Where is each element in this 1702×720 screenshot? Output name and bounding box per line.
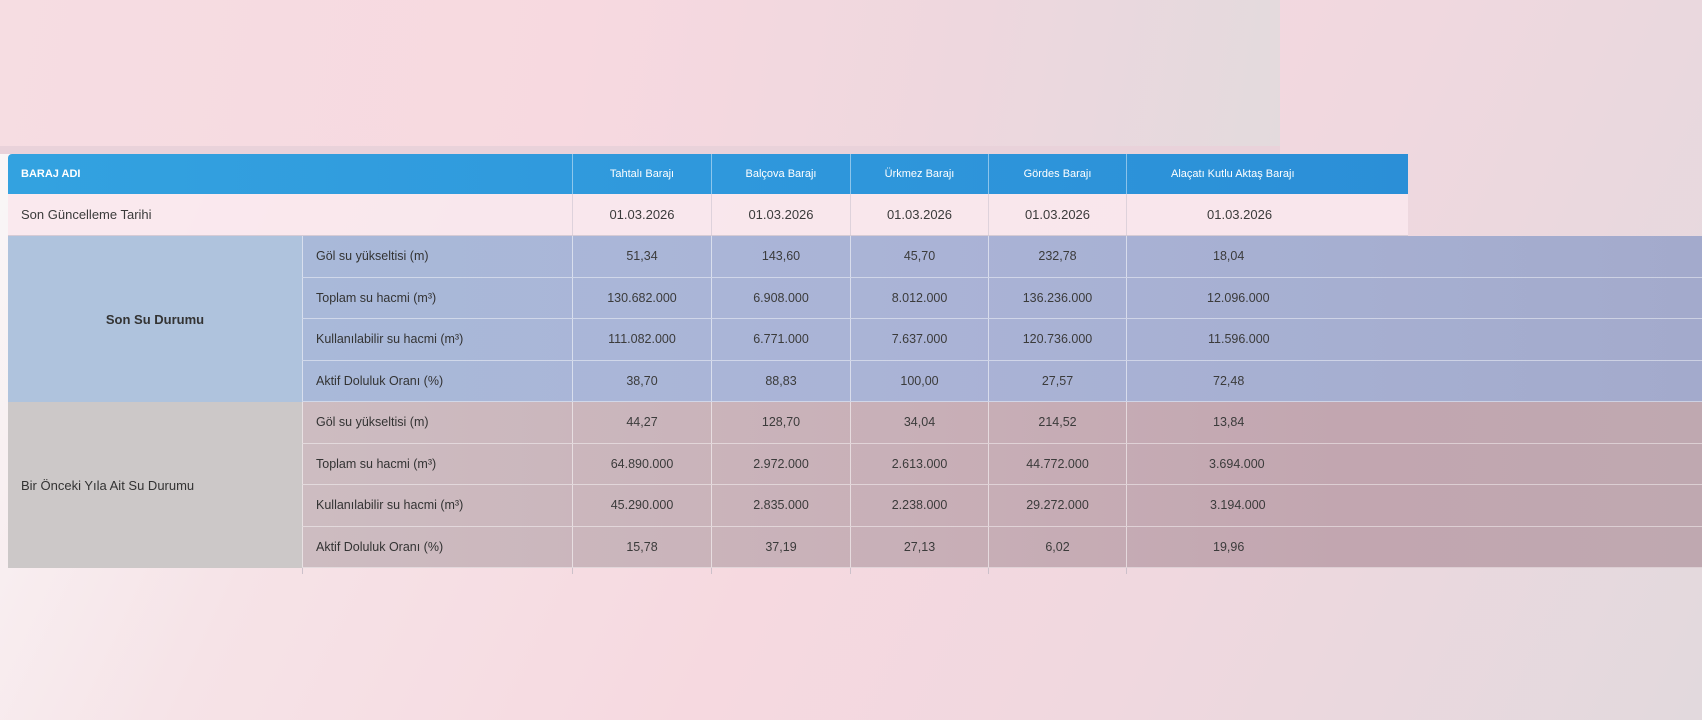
header-dam-balcova: Balçova Barajı bbox=[711, 154, 850, 194]
last-update-value: 01.03.2026 bbox=[572, 194, 711, 235]
table-row bbox=[302, 319, 1702, 361]
table-row bbox=[302, 361, 1702, 403]
cell-value: 13,84 bbox=[1126, 402, 1346, 443]
cell-value: 7.637.000 bbox=[850, 319, 988, 360]
table-row bbox=[302, 485, 1702, 527]
row-label: Kullanılabilir su hacmi (m³) bbox=[302, 319, 572, 360]
cell-value: 11.596.000 bbox=[1126, 319, 1346, 360]
cell-value: 44.772.000 bbox=[988, 444, 1126, 485]
cell-value: 3.194.000 bbox=[1126, 485, 1346, 526]
last-update-value: 01.03.2026 bbox=[850, 194, 988, 235]
table-row bbox=[302, 444, 1702, 486]
cell-value: 120.736.000 bbox=[988, 319, 1126, 360]
cell-value: 8.012.000 bbox=[850, 278, 988, 319]
cell-value: 27,13 bbox=[850, 527, 988, 568]
cell-value: 45,70 bbox=[850, 236, 988, 277]
cell-value: 18,04 bbox=[1126, 236, 1346, 277]
cell-value: 6,02 bbox=[988, 527, 1126, 568]
cell-value: 3.694.000 bbox=[1126, 444, 1346, 485]
cell-value: 37,19 bbox=[711, 527, 850, 568]
cell-value: 130.682.000 bbox=[572, 278, 711, 319]
row-label: Göl su yükseltisi (m) bbox=[302, 236, 572, 277]
header-dam-urkmez: Ürkmez Barajı bbox=[850, 154, 988, 194]
row-label: Aktif Doluluk Oranı (%) bbox=[302, 361, 572, 402]
last-update-label: Son Güncelleme Tarihi bbox=[21, 207, 152, 222]
cell-value: 64.890.000 bbox=[572, 444, 711, 485]
cell-value: 38,70 bbox=[572, 361, 711, 402]
dam-status-table bbox=[8, 154, 1295, 568]
cell-value: 51,34 bbox=[572, 236, 711, 277]
table-row bbox=[302, 278, 1702, 320]
cell-value: 232,78 bbox=[988, 236, 1126, 277]
cell-value: 111.082.000 bbox=[572, 319, 711, 360]
last-update-row bbox=[8, 194, 1408, 236]
table-row bbox=[302, 402, 1702, 444]
banner-divider bbox=[0, 146, 1280, 154]
cell-value: 27,57 bbox=[988, 361, 1126, 402]
header-dam-alacati: Alaçatı Kutlu Aktaş Barajı bbox=[1126, 154, 1346, 194]
table-row bbox=[302, 236, 1702, 278]
row-label: Toplam su hacmi (m³) bbox=[302, 444, 572, 485]
cell-value: 6.771.000 bbox=[711, 319, 850, 360]
cell-value: 19,96 bbox=[1126, 527, 1346, 568]
cell-value: 100,00 bbox=[850, 361, 988, 402]
cell-value: 15,78 bbox=[572, 527, 711, 568]
group-previous-year-status: Bir Önceki Yıla Ait Su Durumu bbox=[8, 402, 302, 568]
cell-value: 34,04 bbox=[850, 402, 988, 443]
cell-value: 2.238.000 bbox=[850, 485, 988, 526]
cell-value: 6.908.000 bbox=[711, 278, 850, 319]
row-label: Göl su yükseltisi (m) bbox=[302, 402, 572, 443]
cell-value: 136.236.000 bbox=[988, 278, 1126, 319]
top-banner-area bbox=[0, 0, 1280, 146]
header-dam-gordes: Gördes Barajı bbox=[988, 154, 1126, 194]
cell-value: 214,52 bbox=[988, 402, 1126, 443]
row-label: Aktif Doluluk Oranı (%) bbox=[302, 527, 572, 568]
last-update-value: 01.03.2026 bbox=[988, 194, 1126, 235]
cell-value: 143,60 bbox=[711, 236, 850, 277]
cell-value: 2.613.000 bbox=[850, 444, 988, 485]
table-row bbox=[302, 527, 1702, 569]
cell-value: 2.835.000 bbox=[711, 485, 850, 526]
row-label: Toplam su hacmi (m³) bbox=[302, 278, 572, 319]
cell-value: 29.272.000 bbox=[988, 485, 1126, 526]
row-label: Kullanılabilir su hacmi (m³) bbox=[302, 485, 572, 526]
last-update-value: 01.03.2026 bbox=[1126, 194, 1346, 235]
table-bottom-edge bbox=[8, 568, 1280, 574]
cell-value: 45.290.000 bbox=[572, 485, 711, 526]
cell-value: 2.972.000 bbox=[711, 444, 850, 485]
group-current-status: Son Su Durumu bbox=[8, 236, 302, 402]
header-dam-name: BARAJ ADI bbox=[21, 168, 81, 180]
cell-value: 128,70 bbox=[711, 402, 850, 443]
cell-value: 12.096.000 bbox=[1126, 278, 1346, 319]
header-dam-tahtali: Tahtalı Barajı bbox=[572, 154, 711, 194]
table-header-row bbox=[8, 154, 1408, 194]
cell-value: 44,27 bbox=[572, 402, 711, 443]
last-update-value: 01.03.2026 bbox=[711, 194, 850, 235]
cell-value: 88,83 bbox=[711, 361, 850, 402]
cell-value: 72,48 bbox=[1126, 361, 1346, 402]
